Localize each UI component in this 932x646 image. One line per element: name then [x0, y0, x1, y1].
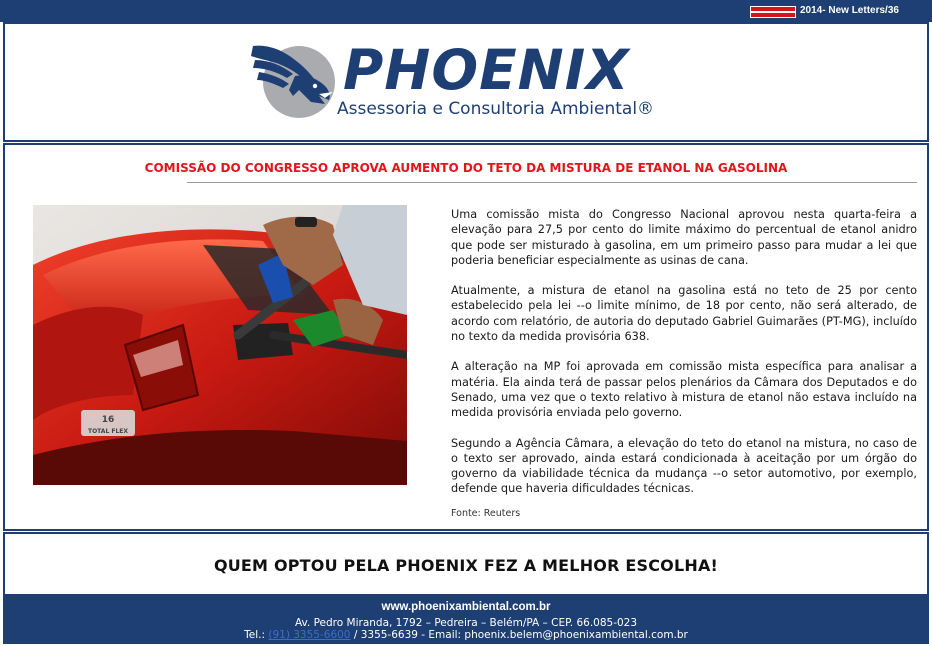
- edition-label: 2014- New Letters/36: [800, 5, 899, 16]
- slogan-section: [3, 532, 929, 596]
- brand-name: PHOENIX: [343, 38, 630, 102]
- title-divider: [187, 182, 917, 183]
- article-paragraph: A alteração na MP foi aprovada em comissão mista específica para analisar a matéria. Ela ainda terá de passar pelos plenários da Câmara dos Deputados e do Senado, uma vez que o texto relativo à mistura de etanol não estava incluído na medida provisória enviada pelo governo.: [451, 360, 917, 420]
- tel-label: Tel.:: [244, 629, 266, 641]
- phone-link[interactable]: (91) 3355-6600: [268, 629, 351, 641]
- top-bar: [0, 0, 932, 22]
- total-flex-badge: [81, 410, 135, 436]
- contact-line: [3, 629, 929, 641]
- phoenix-emblem-icon: [249, 38, 339, 120]
- slogan-text: QUEM OPTOU PELA PHOENIX FEZ A MELHOR ESCOLHA!: [213, 556, 719, 575]
- article-paragraph: Atualmente, a mistura de etanol na gasolina está no teto de 25 por cento estabelecido pela lei --o limite mínimo, de 18 por cento, não será alterado, de acordo com relatório, de autoria do deputado Gabriel Guimarães (PT-MG), incluído no texto da medida provisória 638.: [451, 284, 917, 344]
- website-link[interactable]: www.phoenixambiental.com.br: [381, 601, 551, 613]
- brand-subtitle: Assessoria e Consultoria Ambiental®: [337, 99, 655, 119]
- car-fueling-illustration: [33, 205, 407, 485]
- article-paragraph: Segundo a Agência Câmara, a elevação do teto do etanol na mistura, no caso de o texto ser aprovado, ainda estará condicionada à aceitação por um órgão do governo da viabilidade técnica da mudança --o setor automotivo, por exemplo, defende que haveria dificuldades técnicas.: [451, 436, 917, 496]
- article-source: Fonte: Reuters: [451, 508, 521, 519]
- article-title: COMISSÃO DO CONGRESSO APROVA AUMENTO DO TETO DA MISTURA DE ETANOL NA GASOLINA: [144, 161, 788, 175]
- footer: [3, 596, 929, 644]
- logo-section: [3, 22, 929, 142]
- article-body: [451, 207, 917, 512]
- article-photo: [33, 205, 407, 485]
- article-section: [3, 143, 929, 531]
- article-paragraph: Uma comissão mista do Congresso Nacional aprovou nesta quarta-feira a elevação para 27,5 por cento do limite máximo do percentual de etanol anidro que pode ser misturado à gasolina, em um primeiro passo para mudar a lei que poderia beneficiar especialmente as usinas de cana.: [451, 208, 917, 267]
- badge-text: TOTAL FLEX: [87, 428, 129, 435]
- badge-number: 16: [101, 415, 115, 425]
- para-flag-icon: [750, 6, 796, 18]
- address-text: Av. Pedro Miranda, 1792 – Pedreira – Belém/PA – CEP. 66.085-023: [294, 617, 638, 629]
- contact-rest: / 3355-6639 - Email: phoenix.belem@phoenixambiental.com.br: [353, 629, 688, 641]
